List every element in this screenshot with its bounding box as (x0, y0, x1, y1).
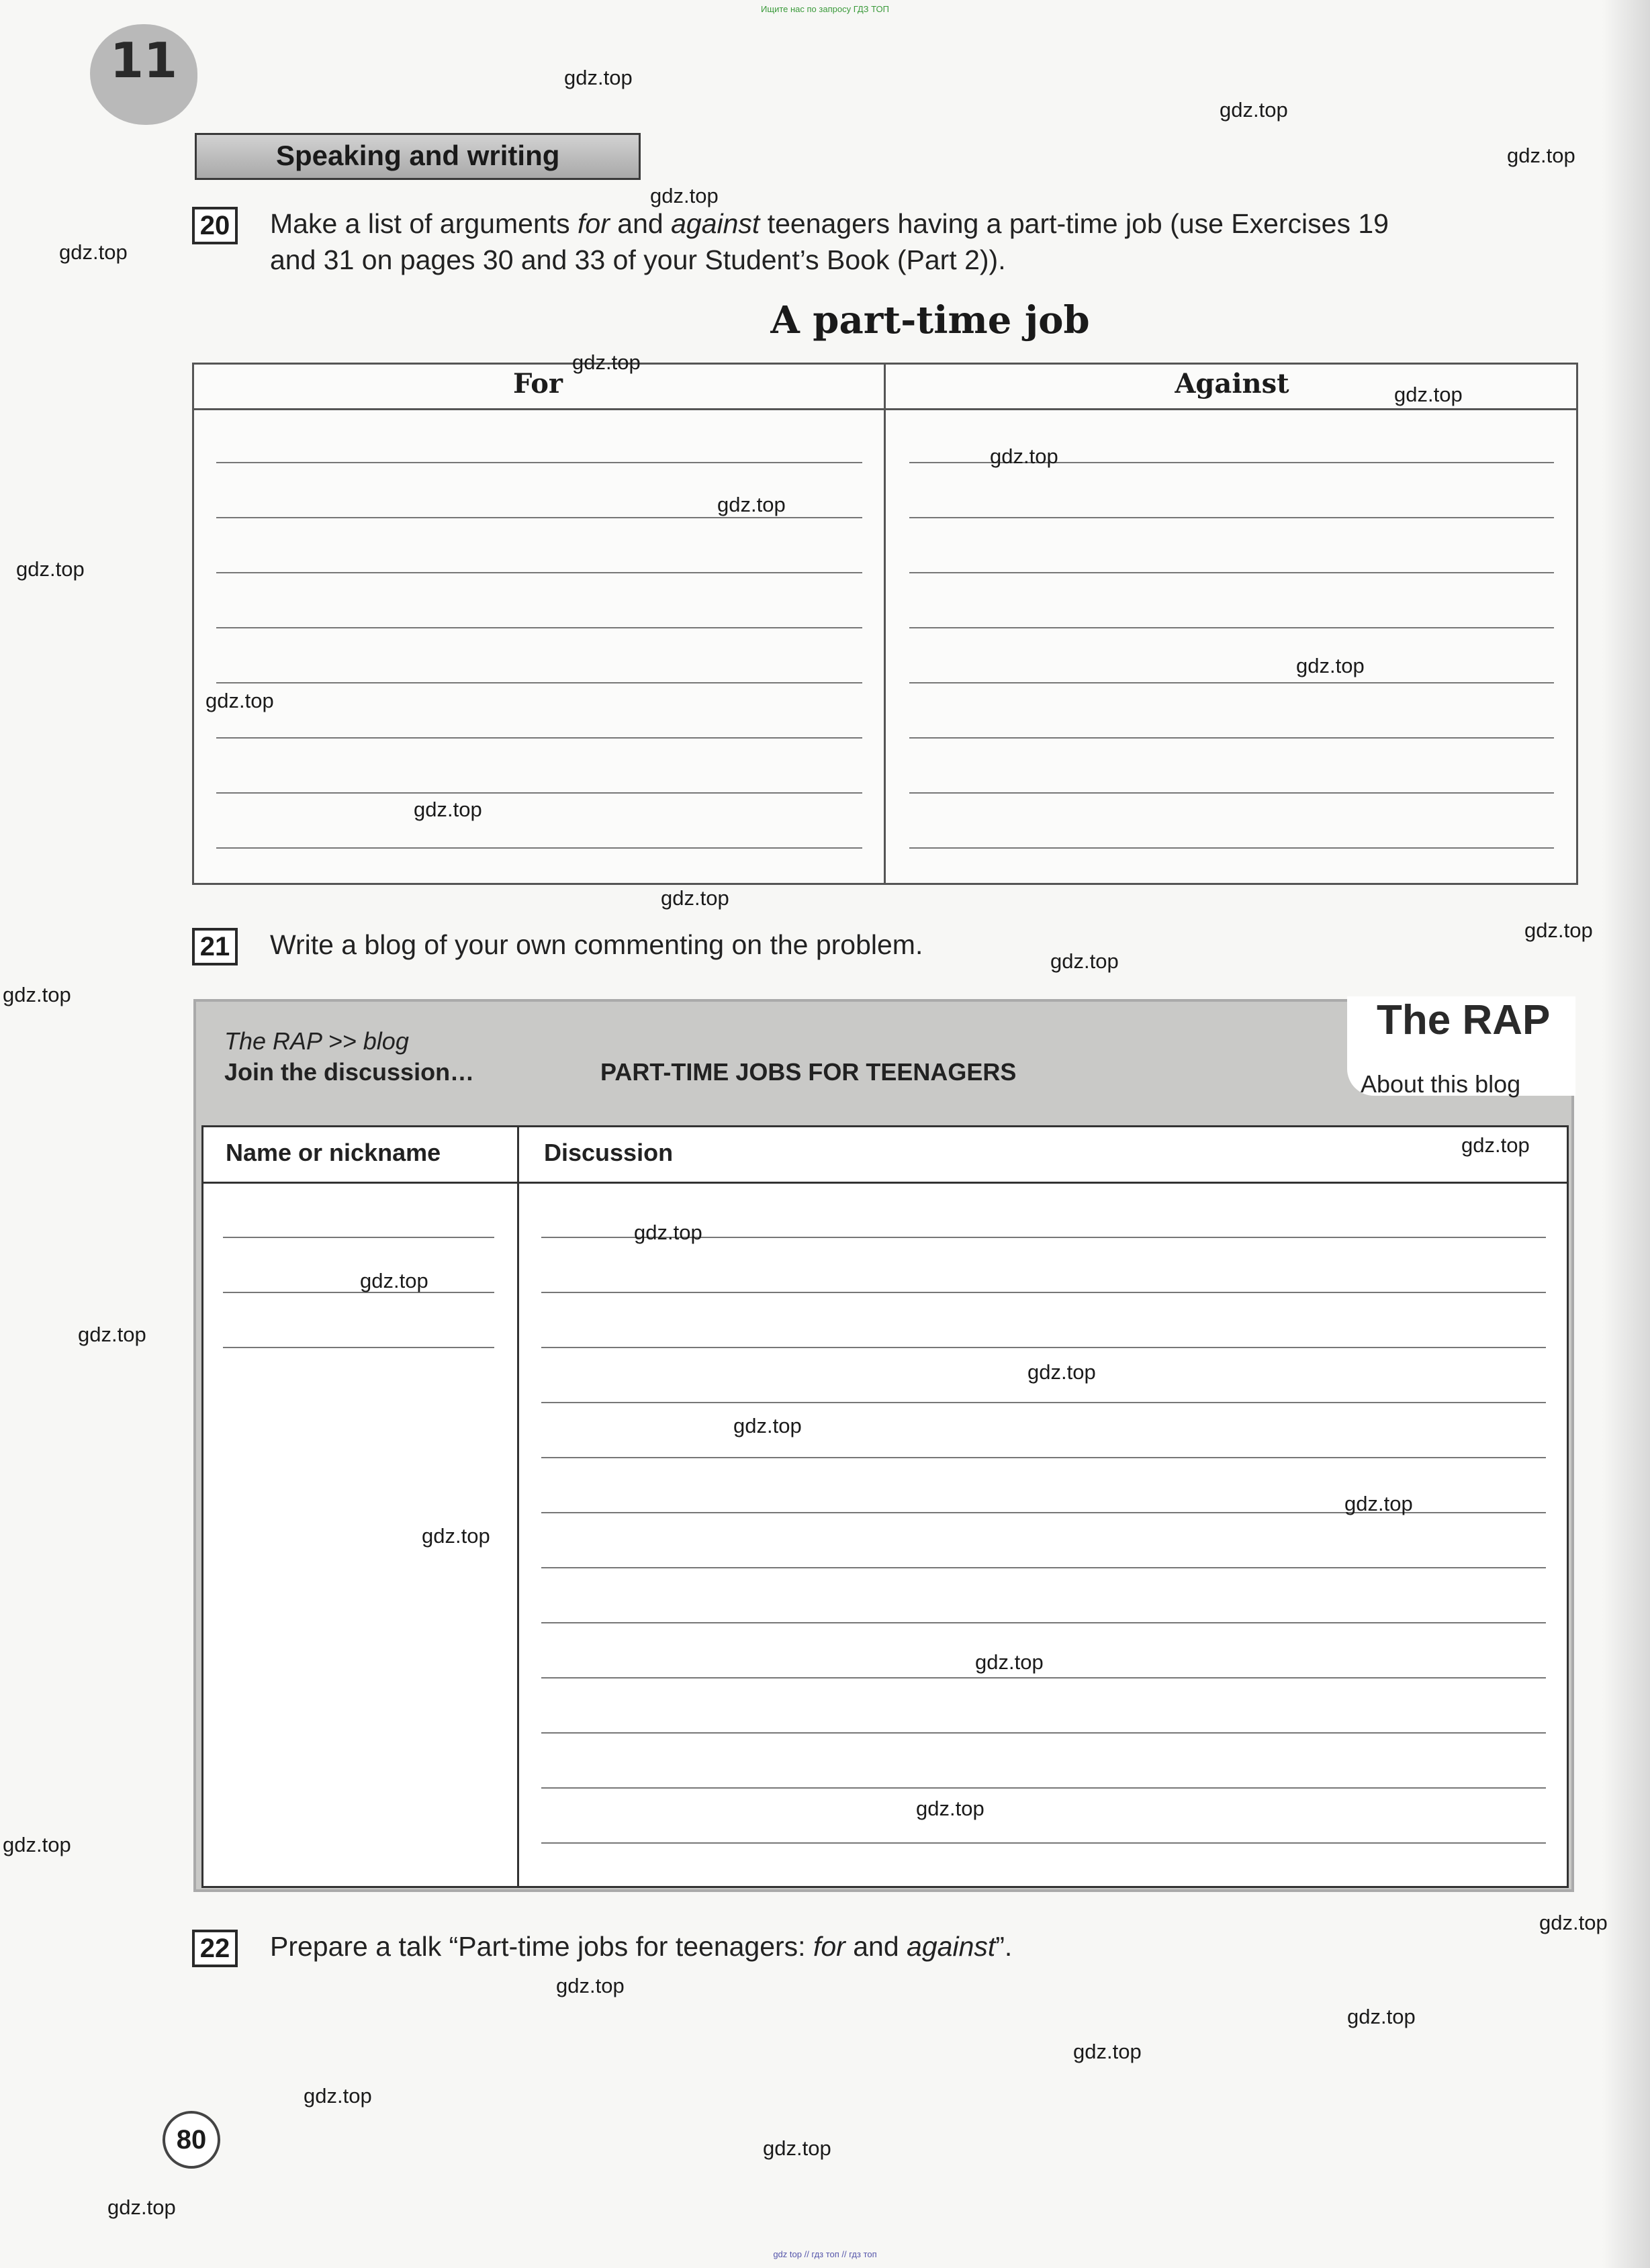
arguments-table-header-line (192, 408, 1578, 410)
table-title: A part-time job (770, 298, 1090, 342)
discussion-line-3[interactable] (541, 1347, 1546, 1348)
for-line-6[interactable] (216, 737, 862, 739)
watermark: gdz.top (1296, 654, 1365, 677)
exercise-21-instruction: Write a blog of your own commenting on the problem. (270, 929, 923, 960)
discussion-line-8[interactable] (541, 1622, 1546, 1623)
watermark: gdz.top (78, 1323, 146, 1346)
watermark: gdz.top (422, 1524, 490, 1548)
watermark: gdz.top (360, 1269, 428, 1292)
header-against: Against (1175, 368, 1289, 399)
exercise-20-text-c: teenagers having a part-time job (use Exercises 19 (760, 208, 1389, 239)
watermark: gdz.top (304, 2084, 372, 2108)
discussion-line-12[interactable] (541, 1842, 1546, 1844)
exercise-22-instruction (270, 1928, 1579, 1965)
watermark: gdz.top (1027, 1360, 1096, 1384)
watermark: gdz.top (1539, 1911, 1608, 1934)
discussion-line-7[interactable] (541, 1567, 1546, 1568)
exercise-20-text-a: Make a list of arguments (270, 208, 578, 239)
exercise-20-text-d: and 31 on pages 30 and 33 of your Student’s Book (Part 2)). (270, 244, 1006, 275)
watermark: gdz.top (634, 1221, 702, 1244)
watermark: gdz.top (1344, 1492, 1413, 1515)
header-discussion: Discussion (544, 1139, 674, 1166)
page-number: 80 (163, 2111, 220, 2169)
watermark: gdz.top (916, 1797, 984, 1820)
exercise-20-against: against (671, 208, 760, 239)
watermark: gdz.top (556, 1974, 625, 1997)
watermark: gdz.top (1524, 918, 1593, 942)
header-for: For (513, 368, 563, 399)
watermark: gdz.top (59, 240, 128, 264)
watermark: gdz.top (564, 66, 633, 89)
watermark: gdz.top (16, 557, 85, 581)
exercise-22-text-b: and (845, 1931, 907, 1962)
discussion-line-2[interactable] (541, 1292, 1546, 1293)
watermark: gdz.top (414, 798, 482, 821)
watermark: gdz.top (1347, 2005, 1416, 2028)
against-line-3[interactable] (909, 572, 1554, 573)
watermark: gdz.top (3, 1833, 71, 1856)
watermark: gdz.top (107, 2195, 176, 2219)
watermark: gdz.top (205, 689, 274, 712)
watermark: gdz.top (975, 1650, 1044, 1674)
watermark: gdz.top (650, 184, 719, 207)
name-line-1[interactable] (223, 1237, 494, 1238)
name-line-2[interactable] (223, 1292, 494, 1293)
top-note: Ищите нас по запросу ГДЗ ТОП (761, 4, 889, 14)
against-line-5[interactable] (909, 682, 1554, 683)
for-line-8[interactable] (216, 847, 862, 849)
section-title: Speaking and writing (195, 133, 641, 180)
discussion-line-11[interactable] (541, 1787, 1546, 1789)
watermark: gdz.top (572, 350, 641, 374)
watermark: gdz.top (717, 493, 786, 516)
watermark: gdz.top (1394, 383, 1463, 406)
arguments-table-divider (884, 363, 886, 885)
watermark: gdz.top (1073, 2040, 1142, 2063)
exercise-22-text-a: Prepare a talk “Part-time jobs for teenagers: (270, 1931, 813, 1962)
watermark: gdz.top (1507, 144, 1575, 167)
watermark: gdz.top (733, 1414, 802, 1437)
against-line-7[interactable] (909, 792, 1554, 794)
for-line-1[interactable] (216, 462, 862, 463)
blog-breadcrumb: The RAP >> blog (224, 1027, 409, 1055)
exercise-20-instruction (270, 205, 1579, 278)
exercise-22-text-c: ”. (995, 1931, 1013, 1962)
discussion-line-5[interactable] (541, 1457, 1546, 1458)
blog-table-divider (517, 1125, 519, 1888)
discussion-line-10[interactable] (541, 1732, 1546, 1734)
watermark: gdz.top (763, 2136, 831, 2160)
against-line-4[interactable] (909, 627, 1554, 628)
watermark: gdz.top (1461, 1133, 1530, 1157)
discussion-line-4[interactable] (541, 1402, 1546, 1403)
against-line-2[interactable] (909, 517, 1554, 518)
unit-number: 11 (109, 32, 178, 89)
watermark: gdz.top (1050, 949, 1119, 973)
blog-table-header-line (201, 1182, 1569, 1184)
discussion-line-9[interactable] (541, 1677, 1546, 1679)
about-blog-link[interactable]: About this blog (1361, 1070, 1521, 1098)
exercise-20-number: 20 (192, 207, 238, 244)
for-line-5[interactable] (216, 682, 862, 683)
join-discussion: Join the discussion… (224, 1058, 475, 1086)
exercise-22-for: for (813, 1931, 845, 1962)
watermark: gdz.top (990, 444, 1058, 468)
name-line-3[interactable] (223, 1347, 494, 1348)
watermark: gdz.top (1220, 98, 1288, 122)
for-line-4[interactable] (216, 627, 862, 628)
for-line-7[interactable] (216, 792, 862, 794)
watermark: gdz.top (661, 886, 729, 910)
against-line-8[interactable] (909, 847, 1554, 849)
against-line-6[interactable] (909, 737, 1554, 739)
exercise-22-against: against (907, 1931, 996, 1962)
exercise-20-text-b: and (609, 208, 672, 239)
blog-title: PART-TIME JOBS FOR TEENAGERS (600, 1058, 1017, 1086)
bottom-note: gdz top // гдз топ // гдз топ (773, 2249, 877, 2259)
exercise-22-number: 22 (192, 1930, 238, 1967)
header-name: Name or nickname (226, 1139, 441, 1166)
exercise-20-for: for (578, 208, 610, 239)
for-line-2[interactable] (216, 517, 862, 518)
for-line-3[interactable] (216, 572, 862, 573)
blog-logo: The RAP (1377, 997, 1551, 1043)
exercise-21-number: 21 (192, 928, 238, 965)
watermark: gdz.top (3, 983, 71, 1006)
